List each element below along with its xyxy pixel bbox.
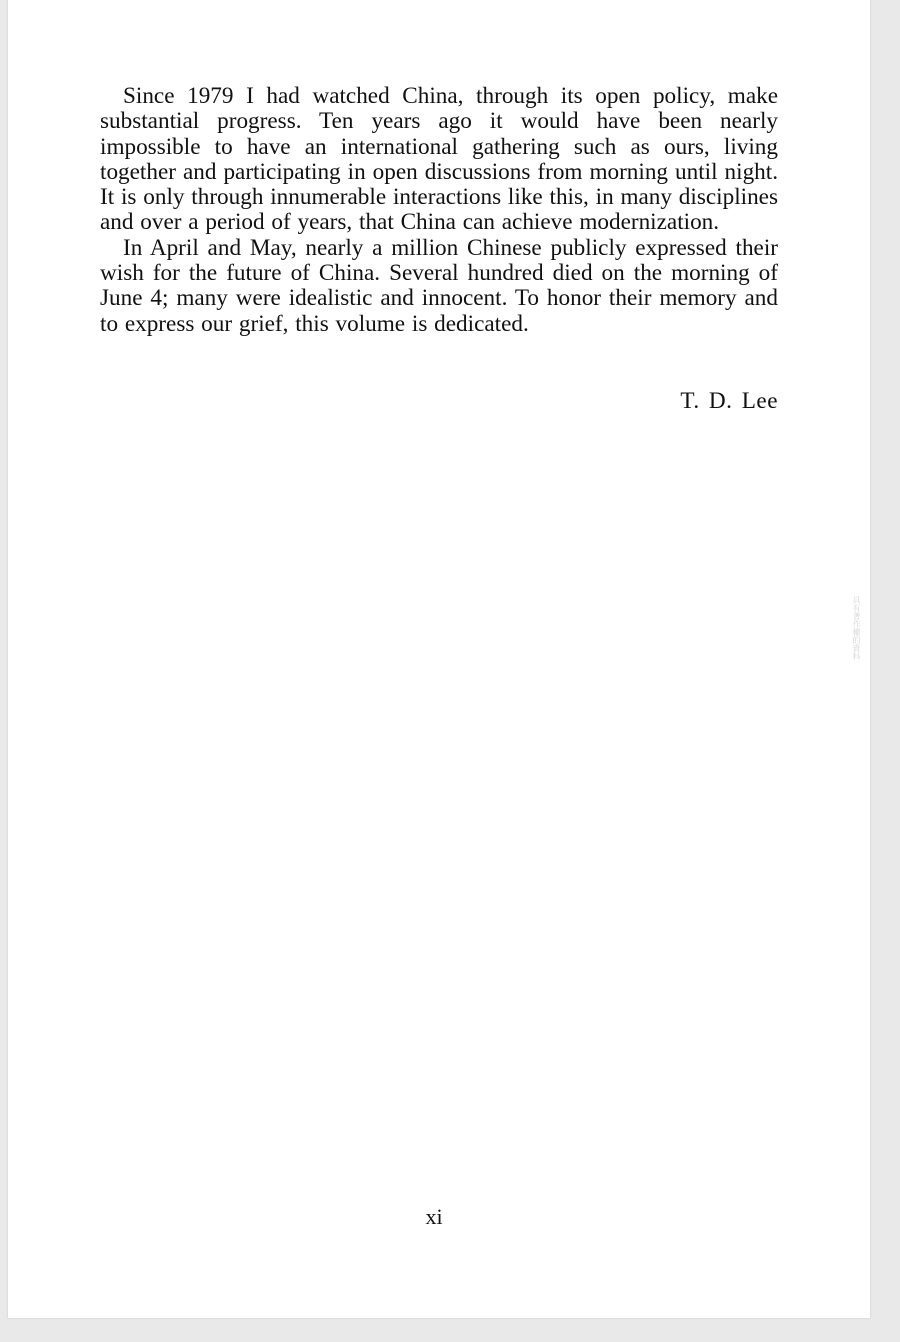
copyright-watermark: 具有著作權的資料	[852, 596, 861, 660]
paragraph-2: In April and May, nearly a million Chinese publicly expressed their wish for the future of China. Several hundred died on the morning of June 4; many were idealistic and innocent. To honor their memory and to express our grief, this volume is dedicated.	[100, 234, 778, 337]
document-page	[8, 0, 870, 1318]
signature: T. D. Lee	[680, 388, 778, 414]
body-text	[100, 84, 778, 337]
page-number: xi	[425, 1204, 443, 1229]
viewer-margin	[872, 0, 900, 1342]
paragraph-1: Since 1979 I had watched China, through its open policy, make substantial progress. Ten years ago it would have been nearly impossible to have an international gathering such as ours, living together and participating in open discussions from morning until night. It is only through innumerable interactions like this, in many disciplines and over a period of years, that China can achieve modernization.	[100, 83, 778, 236]
